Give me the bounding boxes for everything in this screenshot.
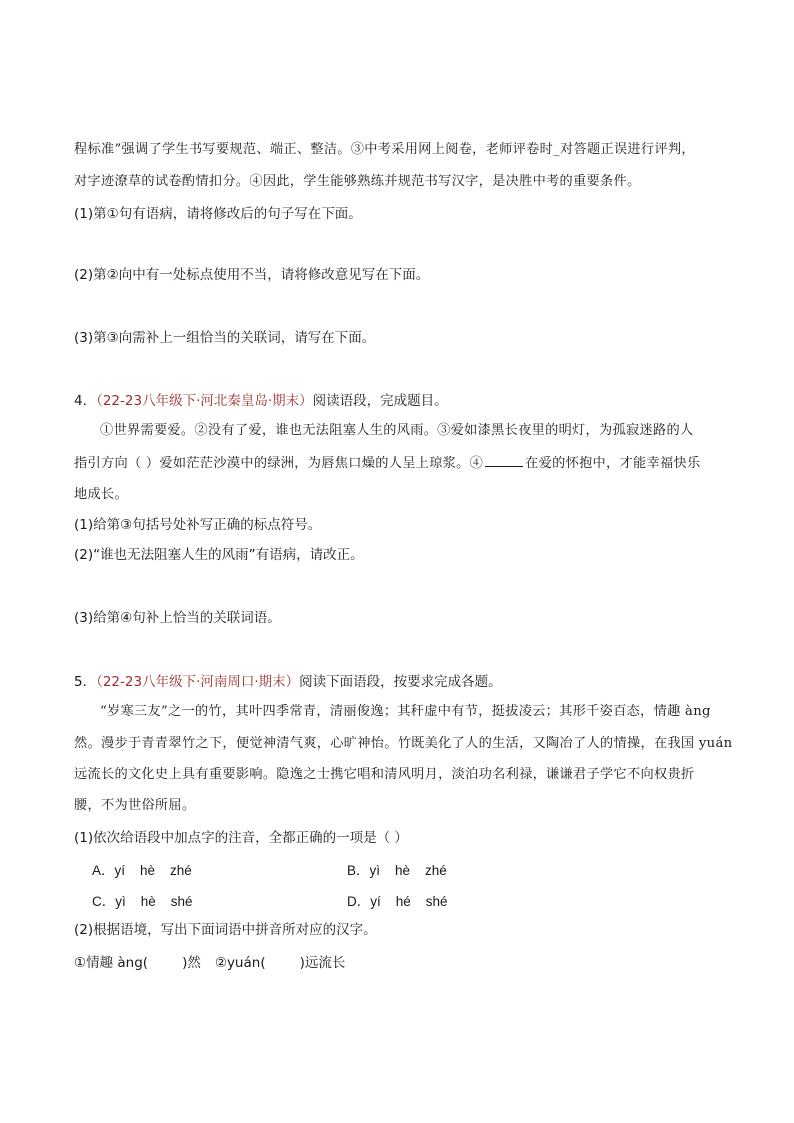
option-text: yí hè zhé: [114, 863, 192, 878]
option-text: yì hè zhé: [369, 863, 447, 878]
passage-line: “岁寒三友”之一的竹，其叶四季常青，清丽俊逸；其秆虚中有节，挺拔凌云；其形千姿百态，情趣 àng: [100, 704, 711, 719]
passage-line: 对字迹潦草的试卷酌情扣分。④因此，学生能够熟练并规范书写汉字，是决胜中考的重要条件。: [74, 174, 641, 189]
question-4-2: (2)“谁也无法阻塞人生的风雨”有语病，请改正。: [74, 547, 364, 563]
question-5-1: (1)依次给语段中加点字的注音，全都正确的一项是（ ）: [74, 830, 408, 846]
question-prompt: 阅读下面语段，按要求完成各题。: [299, 674, 502, 690]
question-number: 5．: [74, 674, 97, 690]
question-4-1: (1)给第③句括号处补写正确的标点符号。: [74, 517, 322, 533]
question-4-header: [74, 392, 448, 410]
option-label: D．: [347, 894, 371, 909]
passage-line: 然。漫步于青青翠竹之下，便觉神清气爽，心旷神怡。竹既美化了人的生活，又陶冶了人的情操，在我国 yuán: [74, 736, 733, 751]
question-prompt: 阅读语段，完成题目。: [312, 393, 448, 409]
question-number: 4．: [74, 393, 97, 409]
option-a[interactable]: [92, 859, 192, 879]
option-b[interactable]: [347, 859, 447, 879]
question-5-header: [74, 673, 502, 691]
option-label: C．: [92, 894, 116, 909]
option-c[interactable]: [92, 890, 193, 910]
passage-text: 指引方向（ ）爱如茫茫沙漠中的绿洲，为唇焦口燥的人呈上琼浆。④: [74, 456, 484, 471]
passage-line: 腰，不为世俗所屈。: [74, 798, 196, 813]
passage-text: 在爱的怀抱中，才能幸福快乐: [525, 456, 701, 471]
question-1: (1)第①句有语病，请将修改后的句子写在下面。: [74, 206, 362, 222]
question-source: （22-23八年级下·河北秦皇岛·期末）: [96, 393, 313, 409]
option-text: yì hè shé: [115, 894, 193, 909]
fill-prompt: ①情趣 àng(: [74, 955, 149, 971]
option-text: yí hé shé: [370, 894, 448, 909]
fill-in-row: [74, 954, 345, 972]
question-5-2: (2)根据语境，写出下面词语中拼音所对应的汉字。: [74, 922, 377, 938]
fill-prompt: )远流长: [299, 955, 346, 971]
question-2: (2)第②向中有一处标点使用不当，请将修改意见写在下面。: [74, 267, 430, 283]
passage-line: 地成长。: [74, 487, 128, 502]
passage-line: [74, 455, 700, 473]
question-3: (3)第③向需补上一组恰当的关联词，请写在下面。: [74, 330, 376, 346]
passage-line: ①世界需要爱。②没有了爱，谁也无法阻塞人生的风雨。③爱如漆黑长夜里的明灯，为孤寂迷路的人: [100, 423, 694, 438]
passage-line: 远流长的文化史上具有重要影响。隐逸之士携它唱和清风明月，淡泊功名利禄，谦谦君子学它不向权贵折: [74, 767, 695, 782]
option-d[interactable]: [347, 890, 448, 910]
answer-blank[interactable]: [485, 466, 523, 467]
question-source: （22-23八年级下·河南周口·期末）: [96, 674, 300, 690]
option-label: A．: [92, 863, 115, 878]
fill-prompt: )然: [182, 955, 201, 971]
fill-prompt: ②yuán(: [214, 955, 266, 971]
passage-line: 程标准”强调了学生书写要规范、端正、整洁。③中考采用网上阅卷，老师评卷时_对答题正误进行评判，: [74, 142, 695, 157]
option-label: B．: [347, 863, 370, 878]
question-4-3: (3)给第④句补上恰当的关联词语。: [74, 610, 281, 626]
